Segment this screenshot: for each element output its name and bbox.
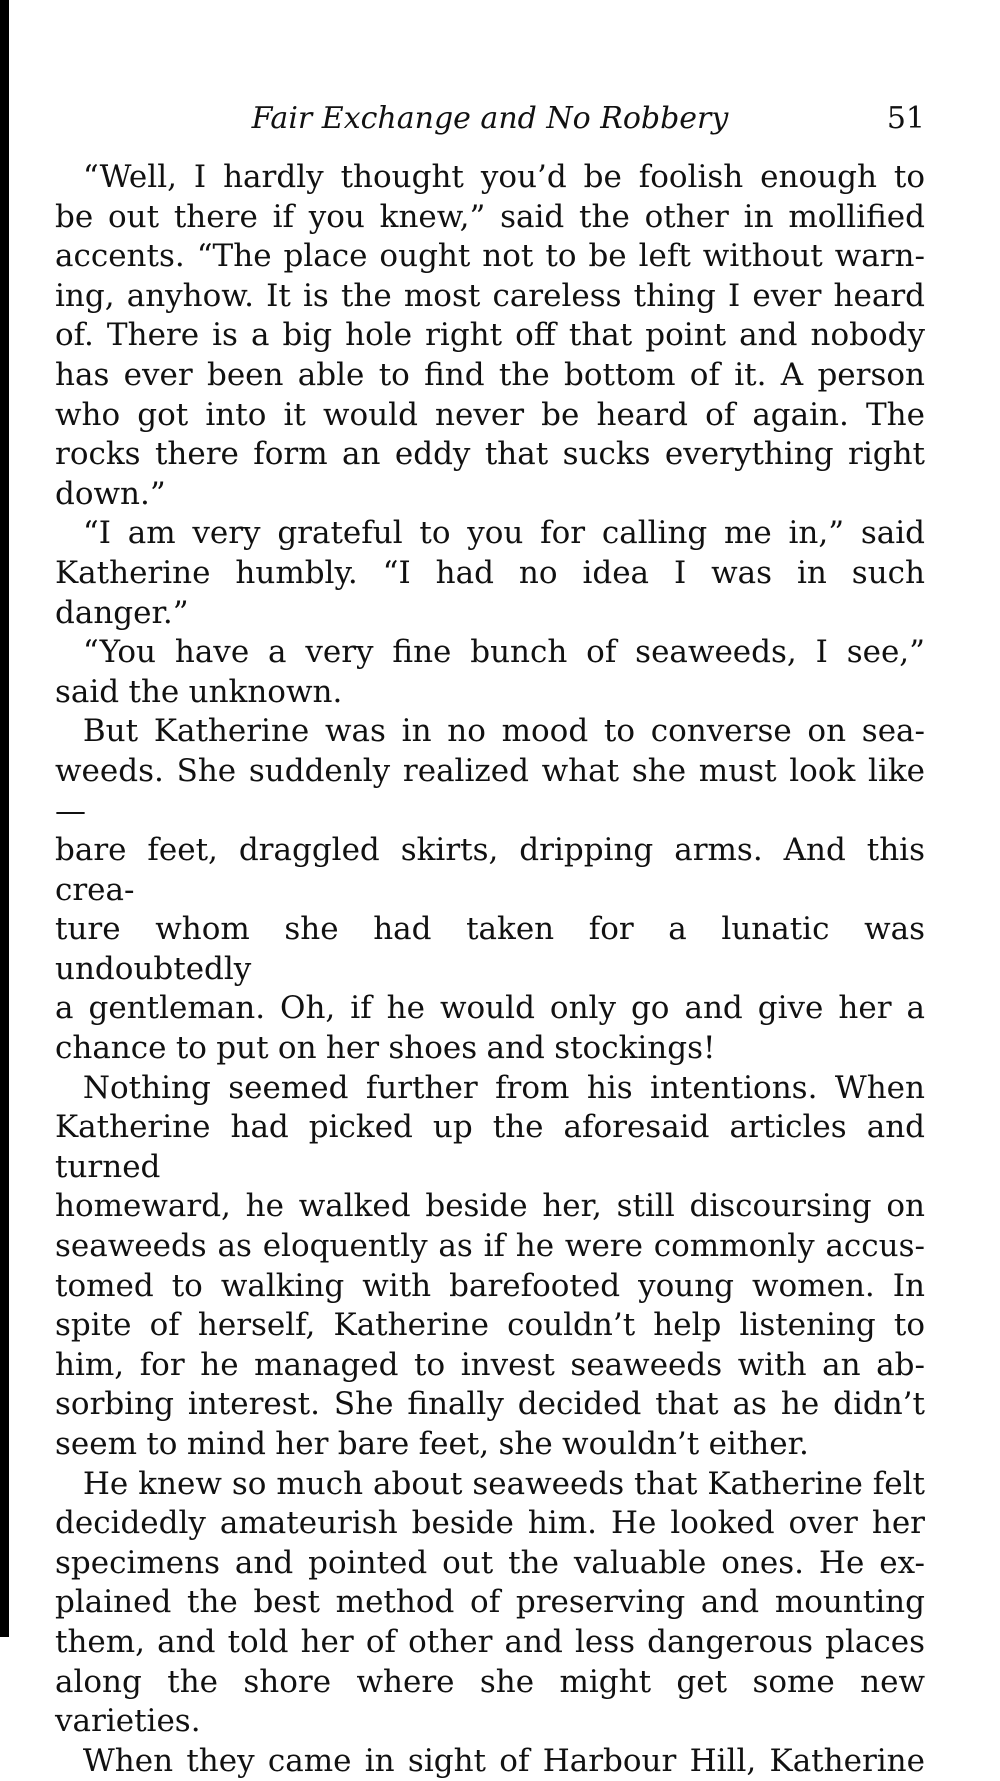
- text-line: specimens and pointed out the valuable ones. He ex-: [55, 1544, 925, 1581]
- text-line: “Well, I hardly thought you’d be foolish enough to: [82, 159, 925, 195]
- text-line: him, for he managed to invest seaweeds with an ab-: [55, 1346, 925, 1383]
- page-number: 51: [886, 101, 925, 136]
- text-line: homeward, he walked beside her, still discoursing on: [55, 1188, 925, 1225]
- text-line: rocks there form an eddy that sucks everything right: [55, 436, 925, 473]
- body-text: [55, 158, 925, 1781]
- paragraph: [55, 712, 925, 1068]
- text-line: decidedly amateurish beside him. He looked over her: [55, 1505, 925, 1542]
- text-line: accents. “The place ought not to be left without warn-: [55, 238, 925, 275]
- paragraph: [55, 1069, 925, 1465]
- text-line: ing, anyhow. It is the most careless thing I ever heard: [55, 277, 925, 314]
- text-line: He knew so much about seaweeds that Katherine felt: [82, 1465, 925, 1502]
- text-line: tomed to walking with barefooted young women. In: [55, 1267, 925, 1304]
- paragraph: [55, 633, 925, 712]
- text-line: ture whom she had taken for a lunatic was undoubtedly: [55, 911, 925, 987]
- book-page: [55, 100, 925, 1781]
- text-line: Nothing seemed further from his intentions. When: [82, 1069, 925, 1106]
- page-edge-shadow: [0, 0, 9, 1637]
- text-line: Katherine humbly. “I had no idea I was in such danger.”: [55, 554, 925, 631]
- text-line: seem to mind her bare feet, she wouldn’t either.: [55, 1426, 809, 1462]
- text-line: Katherine had picked up the aforesaid articles and turned: [55, 1109, 925, 1185]
- text-line: When they came in sight of Harbour Hill, Katherine: [82, 1742, 925, 1779]
- paragraph: [55, 1465, 925, 1742]
- text-line: be out there if you knew,” said the other in mollified: [55, 198, 925, 235]
- text-line: them, and told her of other and less dangerous places: [55, 1623, 925, 1660]
- paragraph: [55, 514, 925, 633]
- running-title: Fair Exchange and No Robbery: [251, 101, 729, 136]
- text-line: said the unknown.: [55, 673, 343, 710]
- text-line: bare feet, draggled skirts, dripping arms. And this crea-: [55, 832, 925, 908]
- text-line: of. There is a big hole right off that point and nobody: [55, 317, 925, 354]
- text-line: But Katherine was in no mood to converse on sea-: [82, 713, 925, 750]
- paragraph: [55, 158, 925, 514]
- text-line: spite of herself, Katherine couldn’t help listening to: [55, 1307, 925, 1344]
- paragraph: [55, 1742, 925, 1781]
- text-line: along the shore where she might get some new varieties.: [55, 1663, 925, 1740]
- running-head: [55, 100, 925, 150]
- text-line: “I am very grateful to you for calling me in,” said: [82, 515, 925, 552]
- text-line: a gentleman. Oh, if he would only go and give her a: [55, 990, 925, 1027]
- text-line: seaweeds as eloquently as if he were commonly accus-: [55, 1228, 925, 1265]
- text-line: “You have a very fine bunch of seaweeds, I see,”: [82, 634, 925, 671]
- text-line: down.”: [55, 475, 166, 512]
- text-line: chance to put on her shoes and stockings!: [55, 1030, 716, 1067]
- text-line: sorbing interest. She finally decided that as he didn’t: [55, 1386, 925, 1423]
- text-line: plained the best method of preserving and mounting: [55, 1584, 925, 1621]
- text-line: has ever been able to find the bottom of it. A person: [55, 356, 925, 393]
- text-line: who got into it would never be heard of again. The: [55, 396, 925, 433]
- text-line: weeds. She suddenly realized what she must look like—: [55, 752, 925, 829]
